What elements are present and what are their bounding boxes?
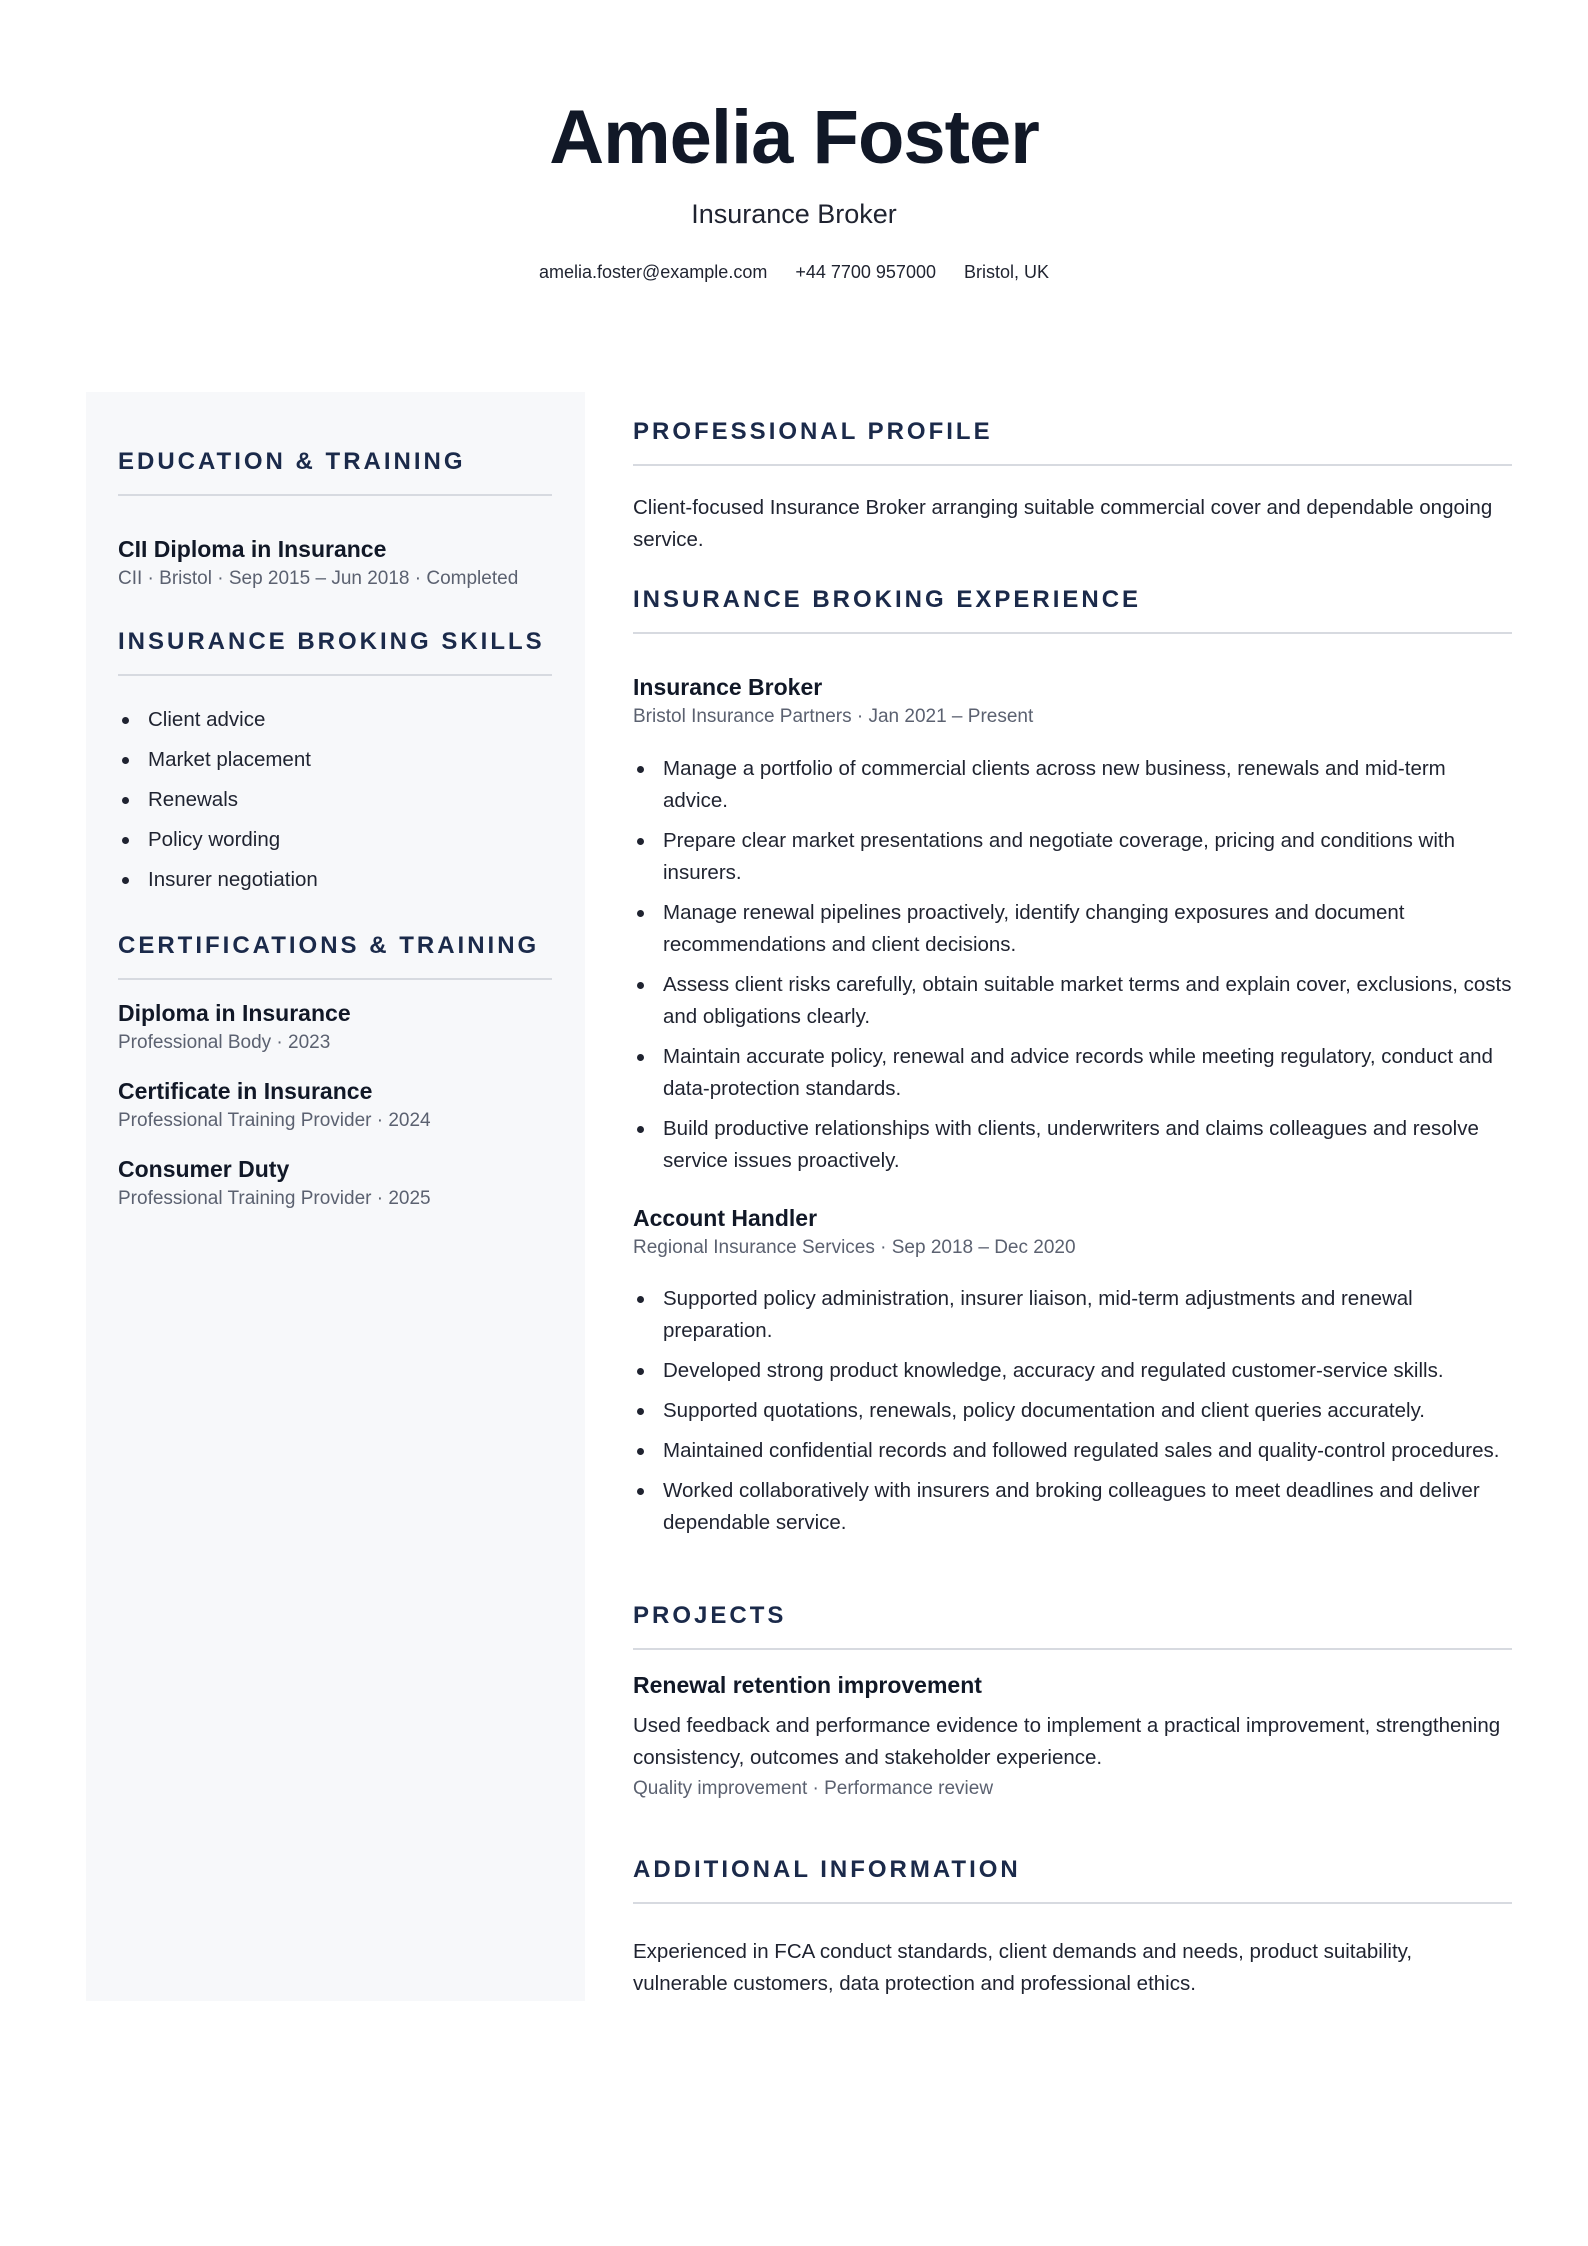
project-name: Renewal retention improvement <box>633 1672 982 1698</box>
job-role: Insurance Broker <box>633 674 823 700</box>
list-item: Renewals <box>118 784 552 816</box>
certifications-section <box>118 930 552 980</box>
list-item: Insurer negotiation <box>118 864 552 896</box>
candidate-name: Amelia Foster <box>549 95 1039 180</box>
list-item: Client advice <box>118 704 552 736</box>
job-entry <box>633 672 1512 730</box>
job-entry <box>633 1203 1512 1261</box>
contact-line <box>0 260 1588 284</box>
section-divider <box>633 464 1512 466</box>
section-title-education: EDUCATION & TRAINING <box>118 448 466 475</box>
certification-name: Certificate in Insurance <box>118 1078 373 1104</box>
certification-item <box>118 1154 552 1212</box>
list-item: Policy wording <box>118 824 552 856</box>
section-divider <box>118 674 552 676</box>
certification-item <box>118 1076 552 1134</box>
education-meta: CII · Bristol · Sep 2015 – Jun 2018 · Completed <box>118 568 519 589</box>
contact-email: amelia.foster@example.com <box>538 262 768 282</box>
list-item: Manage a portfolio of commercial clients across new business, renewals and mid-term advice. <box>633 753 1512 817</box>
sidebar <box>86 392 585 2001</box>
certification-meta: Professional Training Provider · 2024 <box>118 1110 431 1131</box>
certification-name: Consumer Duty <box>118 1156 290 1182</box>
section-divider <box>633 632 1512 634</box>
list-item: Prepare clear market presentations and negotiate coverage, pricing and conditions with insurers. <box>633 825 1512 889</box>
projects-section <box>633 1600 1512 1650</box>
job-role: Account Handler <box>633 1205 818 1231</box>
section-title-additional: ADDITIONAL INFORMATION <box>633 1856 1021 1883</box>
section-divider <box>633 1902 1512 1904</box>
list-item: Developed strong product knowledge, accuracy and regulated customer-service skills. <box>633 1355 1512 1387</box>
certification-name: Diploma in Insurance <box>118 1000 351 1026</box>
section-title-experience: INSURANCE BROKING EXPERIENCE <box>633 586 1142 613</box>
skills-section <box>118 626 552 676</box>
project-entry <box>633 1670 1512 1802</box>
certification-item <box>118 998 552 1056</box>
section-title-skills: INSURANCE BROKING SKILLS <box>118 628 545 655</box>
list-item: Market placement <box>118 744 552 776</box>
experience-section <box>633 584 1512 634</box>
list-item: Supported quotations, renewals, policy documentation and client queries accurately. <box>633 1395 1512 1427</box>
profile-section <box>633 416 1512 466</box>
list-item: Assess client risks carefully, obtain suitable market terms and explain cover, exclusions, costs and obligations clearly. <box>633 969 1512 1033</box>
education-name: CII Diploma in Insurance <box>118 536 387 562</box>
certification-meta: Professional Body · 2023 <box>118 1032 331 1053</box>
profile-text: Client-focused Insurance Broker arranging suitable commercial cover and dependable ongoing service. <box>633 496 1493 551</box>
section-title-certifications: CERTIFICATIONS & TRAINING <box>118 932 540 959</box>
project-description: Used feedback and performance evidence to implement a practical improvement, strengthening consistency, outcomes and stakeholder experience. <box>633 1714 1501 1769</box>
job-bullets <box>633 1283 1512 1539</box>
additional-section <box>633 1854 1512 1904</box>
list-item: Maintained confidential records and followed regulated sales and quality-control procedures. <box>633 1435 1512 1467</box>
section-divider <box>633 1648 1512 1650</box>
section-title-profile: PROFESSIONAL PROFILE <box>633 418 993 445</box>
contact-location: Bristol, UK <box>963 262 1050 282</box>
education-section <box>118 446 552 496</box>
job-bullets <box>633 753 1512 1177</box>
education-item <box>118 534 552 592</box>
list-item: Maintain accurate policy, renewal and advice records while meeting regulatory, conduct and data-protection standards. <box>633 1041 1512 1105</box>
job-meta: Regional Insurance Services · Sep 2018 – Dec 2020 <box>633 1237 1076 1258</box>
candidate-role: Insurance Broker <box>691 199 897 229</box>
list-item: Manage renewal pipelines proactively, identify changing exposures and document recommendations and client decisions. <box>633 897 1512 961</box>
job-meta: Bristol Insurance Partners · Jan 2021 – Present <box>633 706 1034 727</box>
section-title-projects: PROJECTS <box>633 1602 787 1629</box>
certification-meta: Professional Training Provider · 2025 <box>118 1188 431 1209</box>
list-item: Worked collaboratively with insurers and broking colleagues to meet deadlines and deliver dependable service. <box>633 1475 1512 1539</box>
list-item: Supported policy administration, insurer liaison, mid-term adjustments and renewal preparation. <box>633 1283 1512 1347</box>
section-divider <box>118 978 552 980</box>
additional-text: Experienced in FCA conduct standards, client demands and needs, product suitability, vulnerable customers, data protection and professional ethics. <box>633 1940 1413 1995</box>
list-item: Build productive relationships with clients, underwriters and claims colleagues and resolve service issues proactively. <box>633 1113 1512 1177</box>
contact-phone: +44 7700 957000 <box>795 262 936 282</box>
project-tags: Quality improvement · Performance review <box>633 1778 994 1799</box>
skills-list <box>118 704 552 896</box>
section-divider <box>118 494 552 496</box>
